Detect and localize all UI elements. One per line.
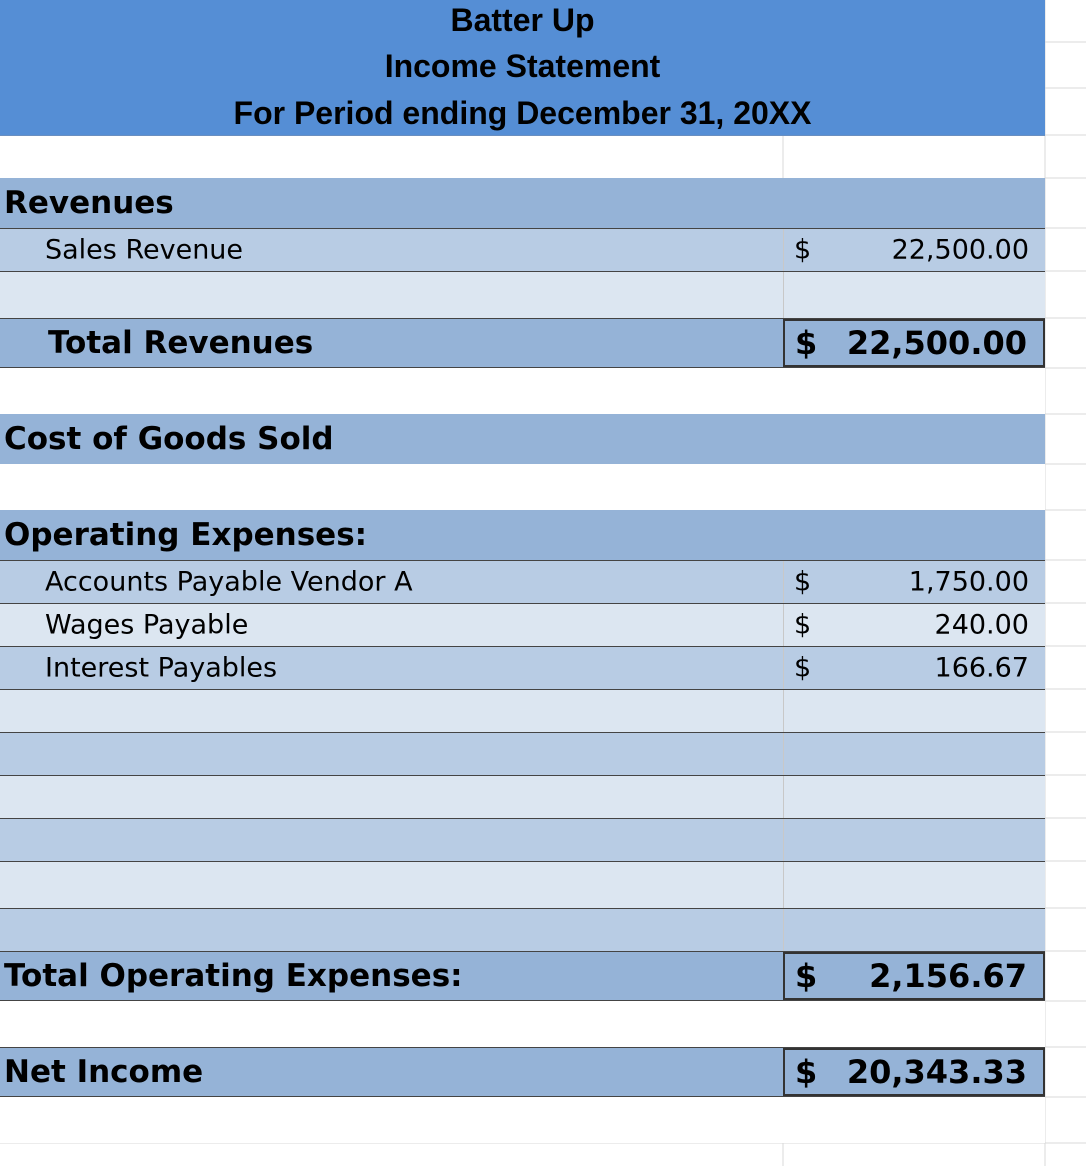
operating-expenses-heading-row[interactable] bbox=[0, 510, 1045, 560]
total-revenues-row[interactable] bbox=[0, 318, 1045, 368]
blank-row[interactable] bbox=[0, 861, 1045, 908]
blank-row[interactable] bbox=[0, 1001, 1045, 1047]
blank-row[interactable] bbox=[0, 775, 1045, 818]
blank-row[interactable] bbox=[0, 818, 1045, 861]
revenues-heading-row[interactable] bbox=[0, 178, 1045, 228]
cogs-heading: Cost of Goods Sold bbox=[4, 421, 334, 457]
cogs-heading-row[interactable] bbox=[0, 414, 1045, 464]
blank-row[interactable] bbox=[0, 908, 1045, 951]
line-item-row[interactable] bbox=[0, 646, 1045, 689]
currency-symbol: $ bbox=[794, 566, 812, 598]
line-item-label: Sales Revenue bbox=[45, 234, 244, 266]
currency-symbol: $ bbox=[794, 652, 812, 684]
currency-symbol: $ bbox=[795, 957, 818, 995]
blank-row[interactable] bbox=[0, 271, 1045, 318]
line-item-amount: 240.00 bbox=[934, 609, 1029, 641]
period-label: For Period ending December 31, 20XX bbox=[233, 95, 812, 131]
blank-row[interactable] bbox=[0, 464, 1045, 510]
line-item-label: Wages Payable bbox=[45, 609, 249, 641]
net-income-label: Net Income bbox=[4, 1054, 204, 1090]
net-income-amount: 20,343.33 bbox=[846, 1053, 1027, 1091]
line-item-label: Interest Payables bbox=[45, 652, 278, 684]
total-operating-expenses-amount: 2,156.67 bbox=[869, 957, 1027, 995]
net-income-row[interactable] bbox=[0, 1047, 1045, 1097]
blank-row[interactable] bbox=[0, 1097, 1045, 1143]
total-revenues-label: Total Revenues bbox=[48, 325, 314, 361]
company-name: Batter Up bbox=[450, 2, 595, 38]
currency-symbol: $ bbox=[795, 1053, 818, 1091]
currency-symbol: $ bbox=[794, 234, 812, 266]
line-item-row[interactable] bbox=[0, 603, 1045, 646]
blank-row[interactable] bbox=[0, 368, 1045, 414]
total-revenues-amount: 22,500.00 bbox=[846, 324, 1027, 362]
total-operating-expenses-row[interactable] bbox=[0, 951, 1045, 1001]
blank-row[interactable] bbox=[0, 689, 1045, 732]
currency-symbol: $ bbox=[795, 324, 818, 362]
statement-title: Income Statement bbox=[384, 48, 661, 84]
blank-row[interactable] bbox=[0, 732, 1045, 775]
line-item-row[interactable] bbox=[0, 560, 1045, 603]
line-item-amount: 1,750.00 bbox=[908, 566, 1029, 598]
operating-expenses-heading: Operating Expenses: bbox=[4, 517, 368, 553]
statement-header bbox=[0, 0, 1045, 136]
line-item-row[interactable] bbox=[0, 228, 1045, 271]
total-operating-expenses-label: Total Operating Expenses: bbox=[4, 958, 463, 994]
revenues-heading: Revenues bbox=[4, 185, 174, 221]
currency-symbol: $ bbox=[794, 609, 812, 641]
line-item-label: Accounts Payable Vendor A bbox=[45, 566, 413, 598]
line-item-amount: 22,500.00 bbox=[891, 234, 1029, 266]
line-item-amount: 166.67 bbox=[934, 652, 1029, 684]
